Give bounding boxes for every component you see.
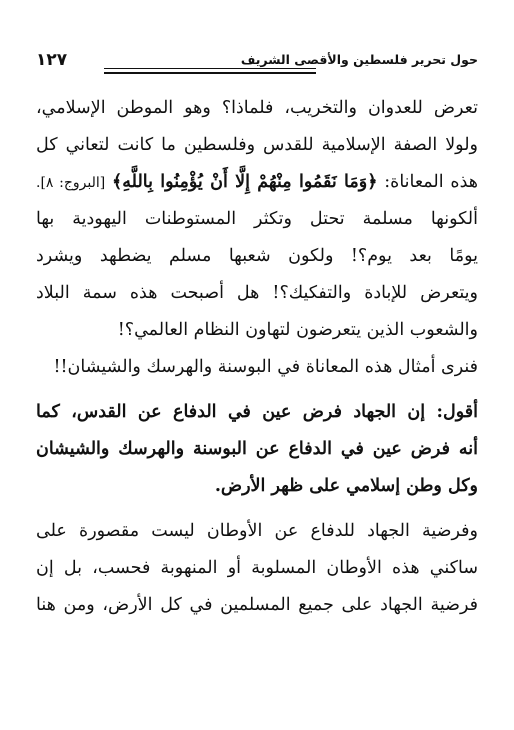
text-line: ألكونها مسلمة تحتل وتكثر المستوطنات اليهودية بها: [36, 209, 478, 229]
text-line: وكل وطن إسلامي على ظهر الأرض.: [214, 476, 478, 496]
text-line: فرضية الجهاد على جميع المسلمين في كل الأرض، ومن هنا: [36, 595, 478, 615]
quran-reference: [البروج: ٨].: [36, 175, 106, 191]
text-line: أقول: إن الجهاد فرض عين في الدفاع عن القدس، كما: [36, 402, 478, 422]
text-line: أنه فرض عين في الدفاع عن البوسنة والهرسك والشيشان: [36, 439, 478, 459]
text-line: تعرض للعدوان والتخريب، فلماذا؟ وهو الموطن الإسلامي،: [36, 98, 478, 118]
text-line: فنرى أمثال هذه المعاناة في البوسنة والهرسك والشيشان!!: [53, 357, 478, 377]
running-title: حول تحرير فلسطين والأقصى الشريف: [240, 52, 478, 67]
header-rule-thick: [104, 72, 316, 74]
text-line: ولولا الصفة الإسلامية للقدس وفلسطين ما كانت لتعاني كل: [36, 135, 478, 155]
text-line-with-quran: [36, 164, 478, 201]
page-header: [36, 48, 478, 80]
text-line: يومًا بعد يوم؟! ولكون شعبها مسلم يضطهد ويشرد: [36, 246, 478, 266]
text-line: ويتعرض للإبادة والتفكيك؟! هل أصبحت هذه سمة البلاد: [36, 283, 478, 303]
page-number: ١٢٧: [36, 50, 68, 70]
body-text: [36, 90, 478, 624]
text-line: والشعوب الذين يتعرضون لتهاون النظام العالمي؟!: [117, 320, 478, 340]
quran-verse: ﴿وَمَا نَقَمُوا مِنْهُمْ إِلَّا أَنْ يُؤْمِنُوا بِاللَّهِ﴾: [112, 172, 378, 192]
line-text: هذه المعاناة:: [384, 172, 478, 192]
text-line: وفرضية الجهاد للدفاع عن الأوطان ليست مقصورة على: [36, 521, 478, 541]
header-rule-thin: [104, 68, 316, 69]
text-line: ساكني هذه الأوطان المسلوبة أو المنهوبة فحسب، بل إن: [36, 558, 478, 578]
